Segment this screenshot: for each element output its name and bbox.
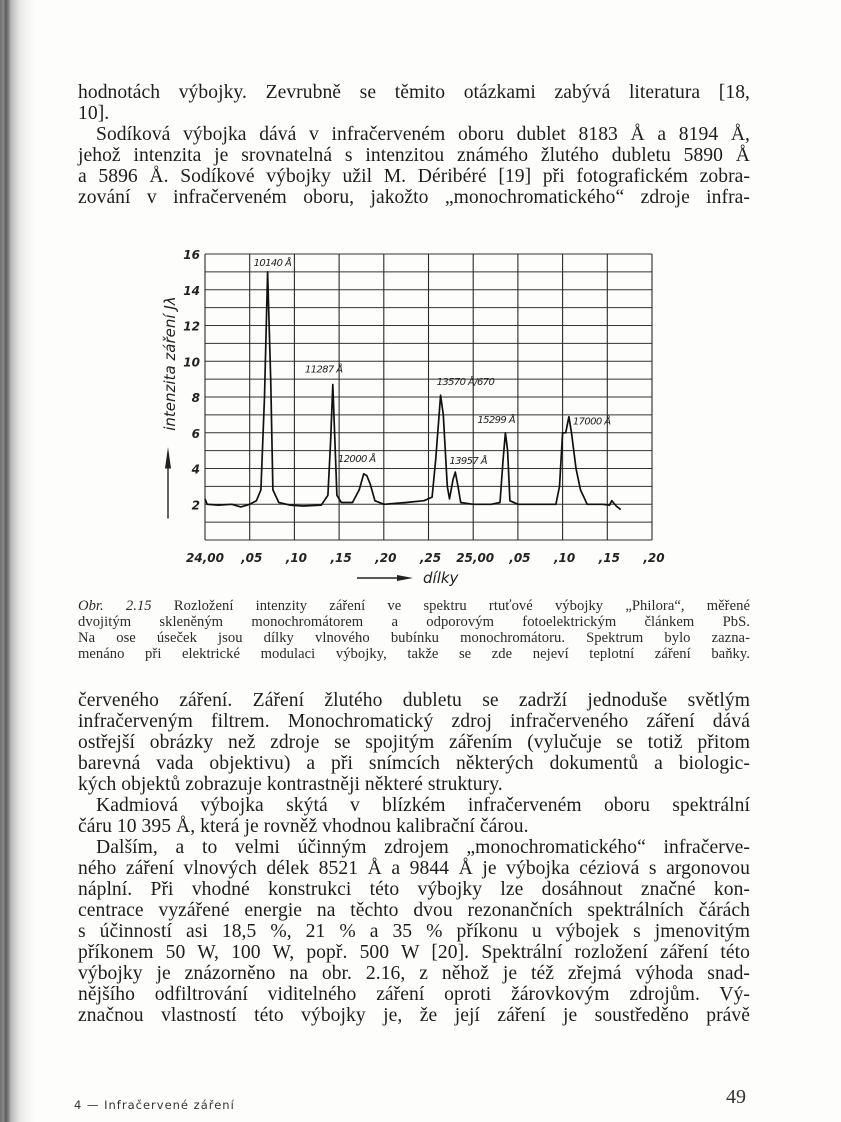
x-axis-label: dílky bbox=[423, 569, 459, 587]
caption-line: menáno při elektrické modulaci výbojky, takže se zde nejeví teplotní záření baňky. bbox=[78, 646, 750, 662]
x-tick-label: ,10 bbox=[553, 551, 576, 565]
figure-caption bbox=[78, 598, 750, 662]
x-tick-label: ,05 bbox=[241, 551, 263, 565]
text-line: hodnotách výbojky. Zevrubně se těmito otázkami zabývá literatura [18, bbox=[78, 82, 750, 103]
peak-label: 13957 Å bbox=[449, 456, 487, 468]
x-tick-label: ,20 bbox=[643, 551, 665, 565]
caption-line: dvojitým skleněným monochromátorem a odporovým fotoelektrickým článkem PbS. bbox=[78, 614, 750, 630]
text-line: centrace vyzářené energie na těchto dvou rezonančních spektrálních čárách bbox=[78, 900, 750, 921]
running-footer: 4 — Infračervené záření bbox=[74, 1098, 235, 1112]
text-line: a 5896 Å. Sodíkové výbojky užil M. Déribéré [19] při fotografickém zobra- bbox=[78, 166, 750, 187]
text-line: Kadmiová výbojka skýtá v blízkém infračerveném oboru spektrální bbox=[96, 795, 750, 816]
caption-text: Rozložení intenzity záření ve spektru rtuťové výbojky „Philora“, měřené bbox=[151, 598, 750, 614]
peak-label: 11287 Å bbox=[304, 364, 343, 376]
peak-label: 10140 Å bbox=[253, 258, 292, 269]
text-line: červeného záření. Záření žlutého dubletu se zadrží jednoduše světlým bbox=[78, 690, 750, 711]
x-tick-label: ,15 bbox=[330, 551, 352, 565]
x-axis-arrow-head bbox=[397, 575, 413, 581]
x-tick-label: 25,00 bbox=[456, 551, 495, 565]
x-tick-label: ,15 bbox=[598, 551, 620, 565]
text-line: 10]. bbox=[78, 103, 110, 124]
text-line: s účinností asi 18,5 %, 21 % a 35 % příkonu u výbojek s jmenovitým bbox=[78, 921, 750, 942]
text-line: ného záření vlnových délek 8521 Å a 9844 Å je výbojka céziová s argonovou bbox=[78, 858, 750, 879]
y-tick-label: 12 bbox=[183, 319, 200, 334]
y-axis-arrow-head bbox=[165, 447, 171, 468]
text-line: nějšího odfiltrování viditelného záření oproti žárovkovým zdrojům. Vý- bbox=[78, 984, 750, 1005]
x-tick-label: ,10 bbox=[285, 551, 308, 565]
text-line: zování v infračerveném oboru, jakožto „monochromatického“ zdroje infra- bbox=[78, 187, 750, 208]
y-tick-label: 14 bbox=[183, 283, 200, 298]
x-tick-label: ,25 bbox=[419, 551, 442, 565]
figure-number: Obr. 2.15 bbox=[78, 598, 152, 614]
book-gutter-shadow bbox=[0, 0, 34, 1122]
text-line: infračerveným filtrem. Monochromatický zdroj infračerveného záření dává bbox=[78, 711, 750, 732]
text-line: Sodíková výbojka dává v infračerveném oboru dublet 8183 Å a 8194 Å, bbox=[96, 124, 750, 145]
page-number: 49 bbox=[726, 1086, 746, 1108]
y-tick-label: 16 bbox=[183, 248, 200, 262]
y-tick-label: 8 bbox=[191, 391, 200, 405]
top-text-block bbox=[78, 82, 750, 208]
text-line: ostřejší obrázky než zdroje se spojitým zářením (vylučuje se totiž přitom bbox=[78, 732, 750, 753]
text-line: barevná vada objektivu) a při snímcích některých dokumentů a biologic- bbox=[78, 753, 750, 774]
y-tick-label: 10 bbox=[183, 355, 200, 370]
spectrum-chart bbox=[140, 238, 680, 598]
peak-label: 12000 Å bbox=[337, 454, 376, 466]
text-line: příkonem 50 W, 100 W, popř. 500 W [20]. Spektrální rozložení záření této bbox=[78, 942, 750, 963]
text-line: kých objektů zobrazuje kontrastněji některé struktury. bbox=[78, 774, 503, 795]
text-line: značnou vlastností této výbojky je, že její záření je soustředěno právě bbox=[78, 1005, 750, 1026]
peak-label: 17000 Å bbox=[572, 416, 611, 428]
text-line: výbojky je znázorněno na obr. 2.16, z něhož je též zřejmá výhoda snad- bbox=[78, 963, 750, 984]
text-line: Dalším, a to velmi účinným zdrojem „monochromatického“ infračerve- bbox=[96, 837, 750, 858]
x-tick-label: ,05 bbox=[509, 551, 531, 565]
spectrum-chart-svg bbox=[140, 238, 680, 598]
text-line: náplní. Při vhodné konstrukci této výbojky lze dosáhnout značné kon- bbox=[78, 879, 750, 900]
y-tick-label: 4 bbox=[191, 462, 200, 477]
caption-line: Na ose úseček jsou dílky vlnového bubínku monochromátoru. Spektrum bylo zazna- bbox=[78, 630, 750, 646]
bottom-text-block bbox=[78, 690, 750, 1026]
text-line: čáru 10 395 Å, která je rovněž vhodnou kalibrační čárou. bbox=[78, 816, 529, 837]
y-tick-label: 2 bbox=[191, 498, 200, 513]
peak-label: 15299 Å bbox=[477, 414, 516, 426]
peak-label: 13570 Å/670 bbox=[436, 377, 495, 389]
y-axis-label: intenzita záření Jλ bbox=[161, 296, 179, 431]
x-tick-label: ,20 bbox=[375, 551, 397, 565]
y-tick-label: 6 bbox=[191, 426, 200, 441]
x-tick-label: 24,00 bbox=[186, 551, 224, 565]
text-line: jehož intenzita je srovnatelná s intenzitou známého žlutého dubletu 5890 Å bbox=[78, 145, 750, 166]
